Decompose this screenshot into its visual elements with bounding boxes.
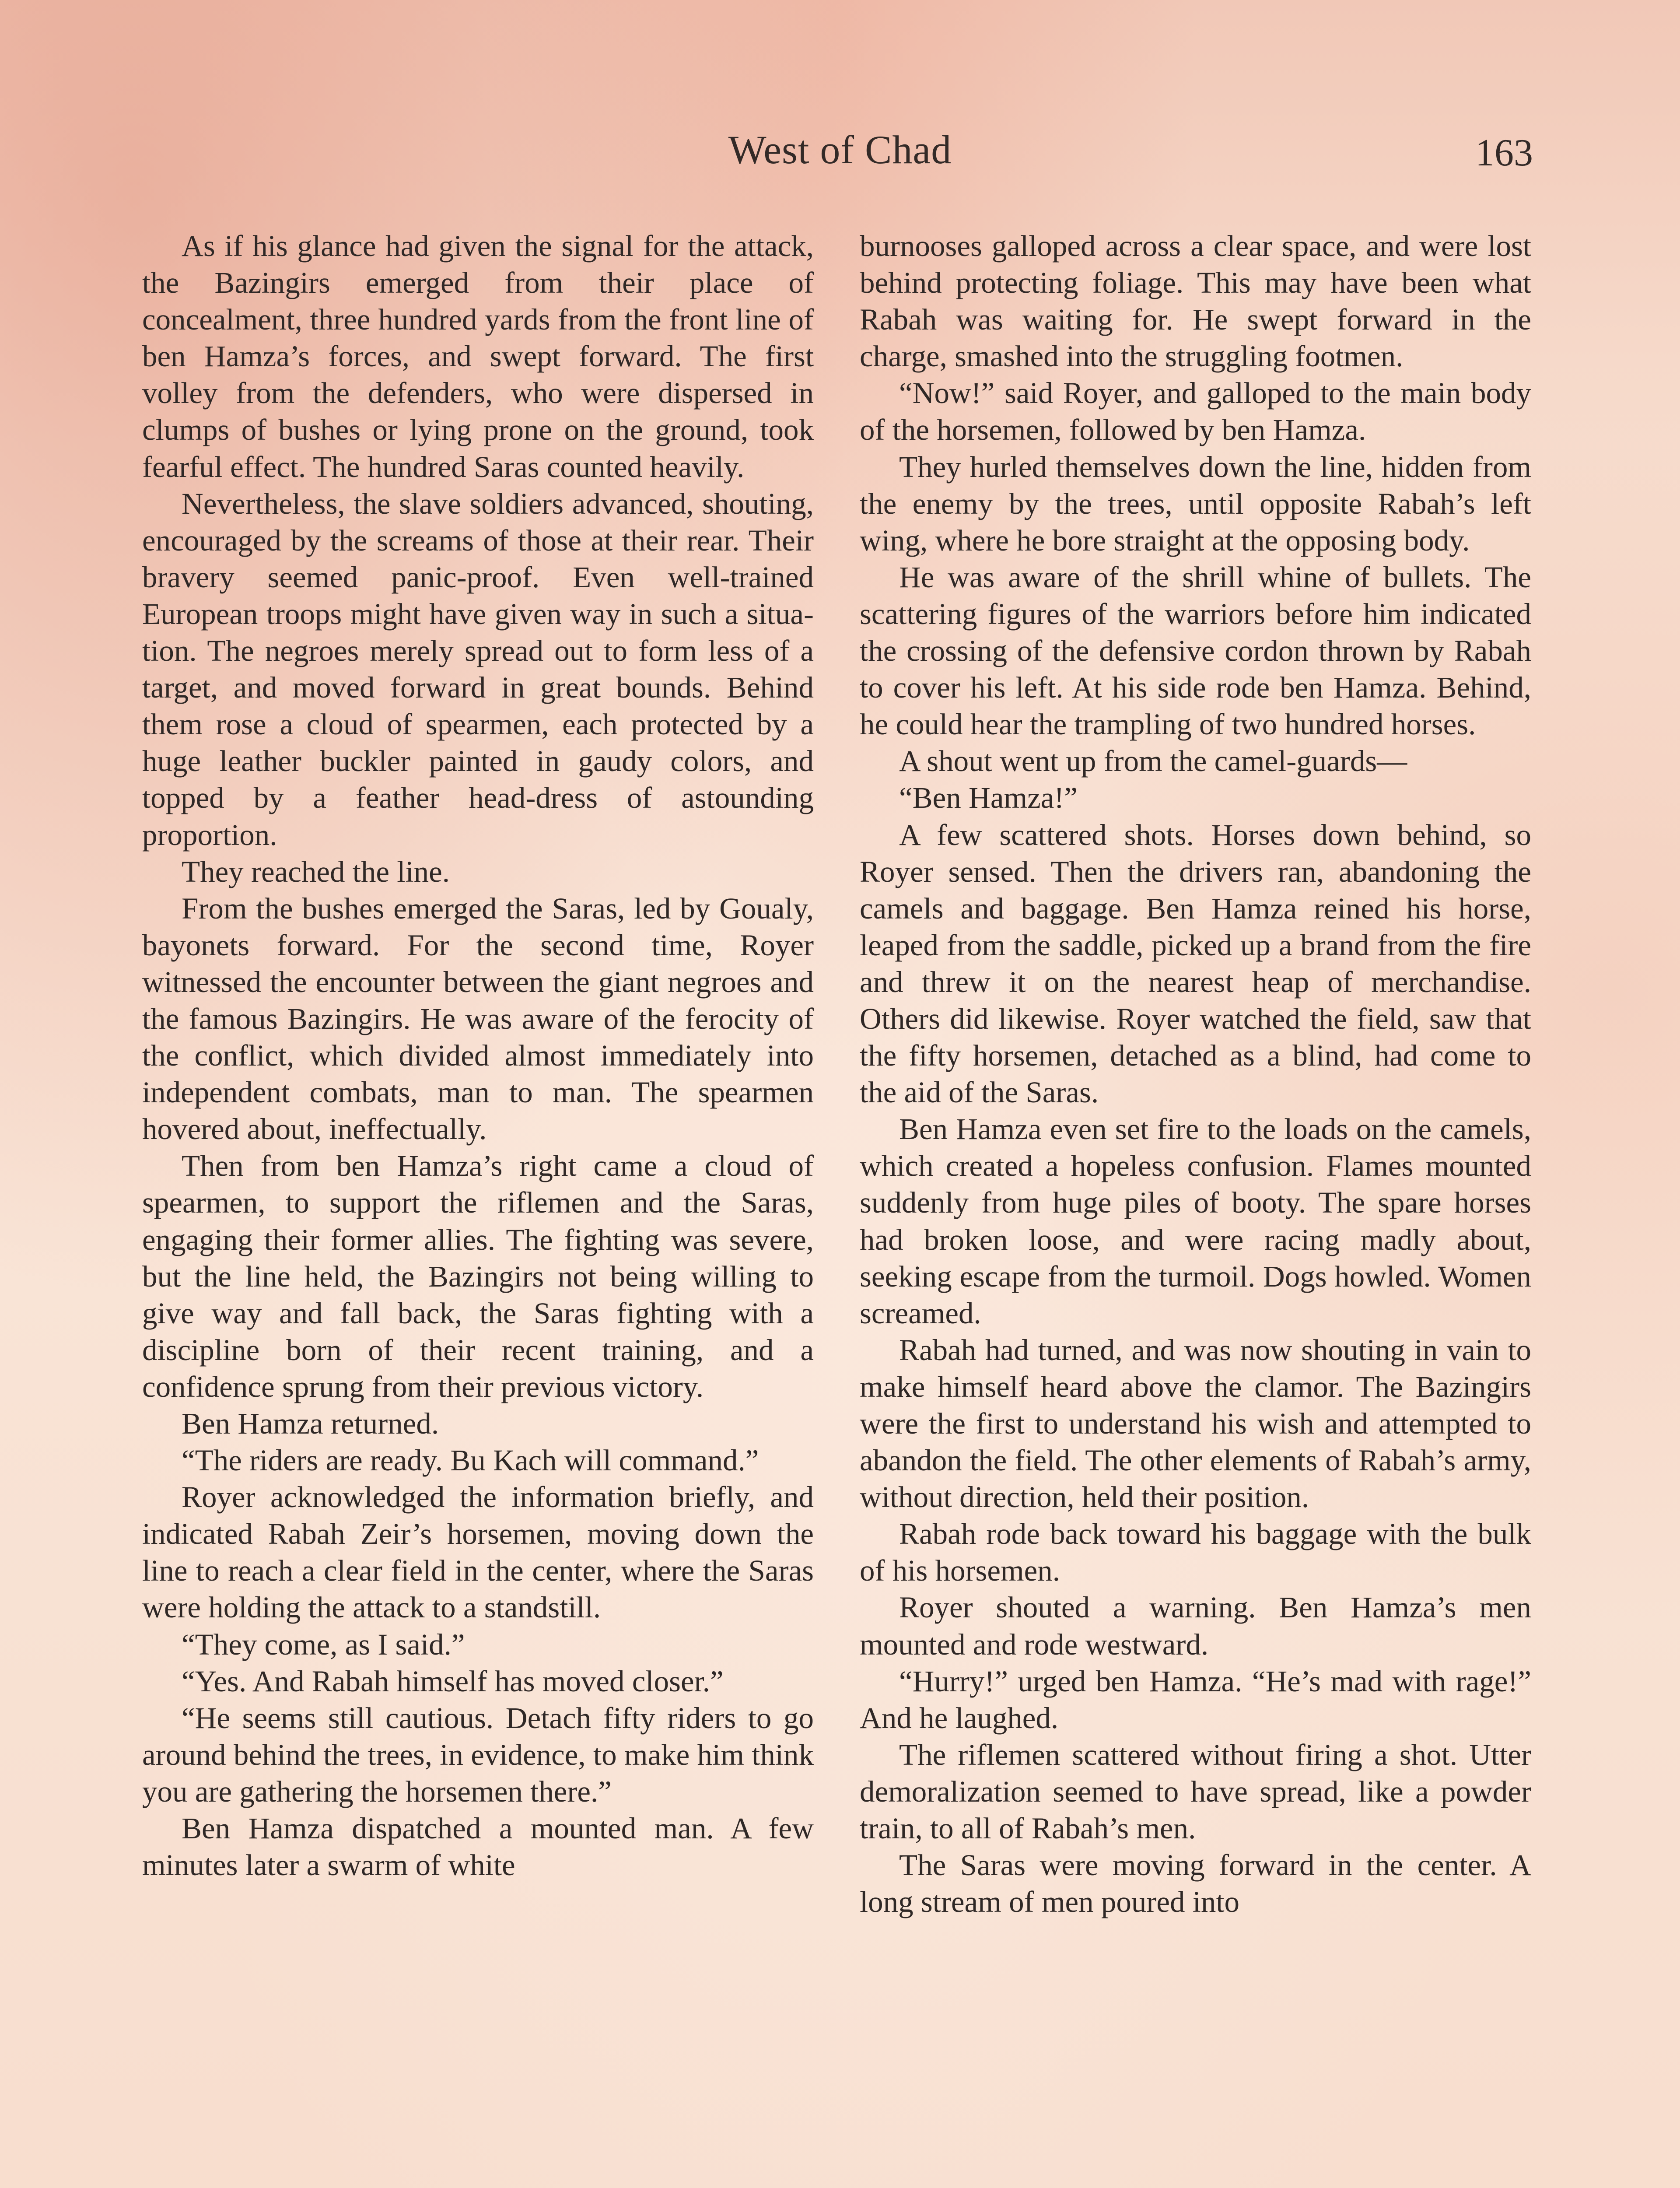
paragraph: A few scattered shots. Horses down behind, so Royer sensed. Then the drivers ran, abandoning the camels and baggage. Ben Hamza reined his horse, leaped from the saddle, picked up a brand from the fire and threw it on the nearest heap of merchandise. Others did likewise. Royer watched the field, saw that the fifty horsemen, detached as a blind, had come to the aid of the Saras. — [860, 818, 1531, 1109]
paragraph: “Ben Hamza!” — [899, 781, 1078, 815]
paragraph: As if his glance had given the signal for the attack, the Bazingirs emerged from their place of concealment, three hundred yards from the front line of ben Hamza’s forces, and swept forward. The first volley from the defenders, who were dispersed in clumps of bushes or lying prone on the ground, took fearful effect. The hundred Saras counted heavily. — [142, 229, 814, 484]
paragraph: Ben Hamza even set fire to the loads on the camels, which created a hopeless confusion. Flames mounted suddenly from huge piles of booty. The spare horses had broken loose, and were racing madly about, seeking escape from the turmoil. Dogs howled. Women screamed. — [860, 1112, 1531, 1330]
paragraph: Rabah rode back toward his baggage with the bulk of his horsemen. — [860, 1517, 1531, 1588]
paragraph: “Hurry!” urged ben Hamza. “He’s mad with rage!” And he laughed. — [860, 1664, 1531, 1735]
paragraph: They reached the line. — [182, 855, 450, 888]
paragraph: “They come, as I said.” — [182, 1627, 465, 1661]
paragraph: A shout went up from the camel-guards— — [899, 744, 1407, 778]
paragraph: Then from ben Hamza’s right came a cloud of spearmen, to support the riflemen and the Saras, engaging their former allies. The fighting was severe, but the line held, the Bazingirs not being willing to give way and fall back, the Saras fighting with a discipline born of their recent training, and a confidence sprung from their previous victory. — [142, 1149, 814, 1403]
paragraph: Rabah had turned, and was now shouting in vain to make himself heard above the clamor. The Bazingirs were the first to understand his wish and attempted to abandon the field. The other elements of Rabah’s army, without direction, held their position. — [860, 1333, 1531, 1514]
paragraph: Royer acknowledged the information briefly, and indicated Rabah Zeir’s horsemen, moving down the line to reach a clear field in the center, where the Saras were holding the attack to a standstill. — [142, 1480, 814, 1624]
paragraph: From the bushes emerged the Saras, led by Goualy, bayonets forward. For the second time, Royer witnessed the encounter between the giant negroes and the famous Bazingirs. He was aware of the ferocity of the conflict, which divided almost immediately into independent combats, man to man. The spearmen hovered about, ineffectually. — [142, 891, 814, 1146]
paragraph: Nevertheless, the slave soldiers advanced, shouting, encouraged by the screams of those at their rear. Their bravery seemed panic-proof. Even well-trained European troops might have given way in such a situation. The negroes merely spread out to form less of a target, and moved forward in great bounds. Behind them rose a cloud of spearmen, each protected by a huge leather buckler painted in gaudy colors, and topped by a feather head-dress of astounding proportion. — [142, 487, 814, 852]
paragraph: The riflemen scattered without firing a shot. Utter demoralization seemed to have spread, like a powder train, to all of Rabah’s men. — [860, 1738, 1531, 1845]
paragraph: “The riders are ready. Bu Kach will command.” — [182, 1444, 759, 1477]
paragraph: “Now!” said Royer, and galloped to the main body of the horsemen, followed by ben Hamza. — [860, 376, 1531, 447]
paragraph: “He seems still cautious. Detach fifty riders to go around behind the trees, in evidence, to make him think you are gathering the horsemen there.” — [142, 1701, 814, 1808]
paragraph: They hurled themselves down the line, hidden from the enemy by the trees, until opposite Rabah’s left wing, where he bore straight at the opposing body. — [860, 450, 1531, 557]
paragraph-continuation: burnooses galloped across a clear space, and were lost behind protecting foliage. This may have been what Rabah was waiting for. He swept forward in the charge, smashed into the struggling footmen. — [860, 229, 1531, 373]
paragraph: Royer shouted a warning. Ben Hamza’s men mounted and rode westward. — [860, 1591, 1531, 1661]
paragraph: “Yes. And Rabah himself has moved closer.” — [182, 1664, 724, 1698]
page-number: 163 — [1475, 132, 1533, 174]
paragraph: Ben Hamza returned. — [182, 1407, 439, 1440]
left-text-column — [142, 228, 814, 1883]
right-text-column — [860, 228, 1531, 1920]
running-header-title: West of Chad — [728, 127, 952, 172]
paragraph: Ben Hamza dispatched a mounted man. A few minutes later a swarm of white — [142, 1812, 814, 1882]
paragraph: The Saras were moving forward in the center. A long stream of men poured into — [860, 1848, 1531, 1919]
paragraph: He was aware of the shrill whine of bullets. The scattering figures of the warriors before him indicated the crossing of the defensive cordon thrown by Rabah to cover his left. At his side rode ben Hamza. Behind, he could hear the trampling of two hundred horses. — [860, 560, 1531, 741]
